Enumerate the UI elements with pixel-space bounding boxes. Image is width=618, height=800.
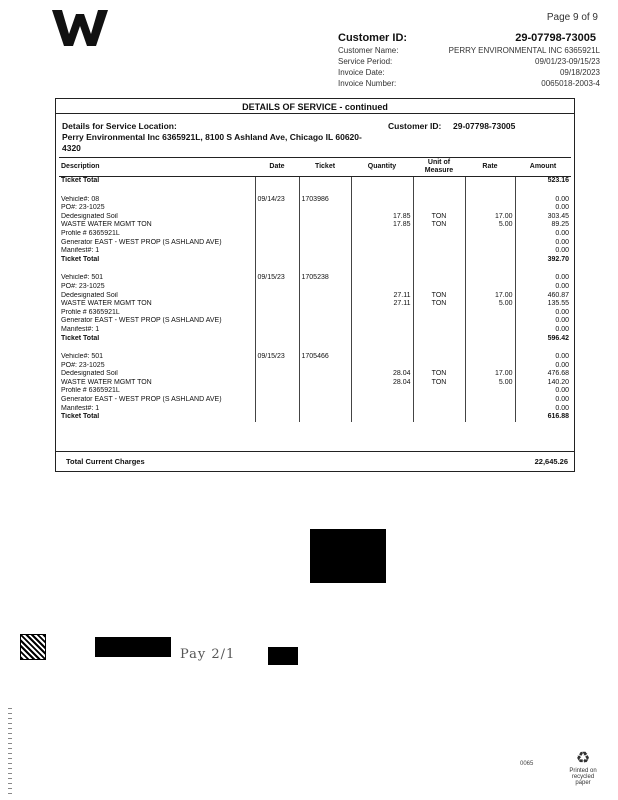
cell-description: Vehicle#: 501 [61, 274, 104, 282]
cell-rate [465, 326, 515, 335]
cell-description: PO#: 23-1025 [61, 361, 105, 369]
cell-date [255, 413, 299, 422]
customer-id-value: 29-07798-73005 [515, 32, 596, 44]
table-row [59, 213, 571, 222]
table-row [59, 221, 571, 230]
cell-description: Dedesignated Soil [61, 212, 118, 220]
cell-description: Profile # 6365921L [61, 229, 120, 237]
cell-amount: 596.42 [515, 335, 571, 344]
details-of-service-box [55, 98, 575, 472]
cell-unit [413, 387, 465, 396]
table-row [59, 300, 571, 309]
cell-date [255, 256, 299, 265]
cell-quantity [351, 256, 413, 265]
cell-quantity [351, 317, 413, 326]
cell-quantity [351, 353, 413, 362]
cell-description: Dedesignated Soil [61, 291, 118, 299]
meta-label: Service Period: [338, 57, 393, 66]
cell-rate [465, 177, 515, 186]
section-title: DETAILS OF SERVICE - continued [242, 102, 388, 112]
cell-description: Manifest#: 1 [61, 325, 100, 333]
cell-amount: 0.00 [515, 239, 571, 248]
qr-code [20, 634, 46, 660]
cell-rate: 17.00 [465, 213, 515, 222]
meta-label: Customer Name: [338, 46, 399, 55]
cell-amount: 0.00 [515, 396, 571, 405]
cell-amount: 616.88 [515, 413, 571, 422]
cell-unit [413, 362, 465, 371]
table-row [59, 379, 571, 388]
cell-amount: 0.00 [515, 309, 571, 318]
cell-description [59, 343, 255, 353]
cell-rate [465, 413, 515, 422]
cell-ticket [299, 230, 351, 239]
table-row [59, 274, 571, 283]
cell-unit [413, 396, 465, 405]
meta-value: 09/18/2023 [559, 68, 600, 77]
cell-ticket [299, 177, 351, 186]
cell-amount: 303.45 [515, 213, 571, 222]
recycle-icon: ♻ [575, 750, 591, 767]
cell-description: Profile # 6365921L [61, 387, 120, 395]
total-charges-value: 22,645.26 [534, 457, 568, 466]
cell-unit [413, 405, 465, 414]
cell-rate [465, 204, 515, 213]
service-lines-table [59, 157, 571, 422]
cell-date: 09/14/23 [255, 196, 299, 205]
cell-rate [465, 274, 515, 283]
service-location-label: Details for Service Location: [62, 121, 177, 131]
cell-amount: 0.00 [515, 230, 571, 239]
cell-unit [413, 343, 465, 353]
cell-unit [413, 413, 465, 422]
redaction-block [310, 529, 386, 583]
handwritten-note: Pay 2/1 [180, 647, 236, 662]
cell-rate [465, 343, 515, 353]
cell-unit [413, 239, 465, 248]
cell-ticket: 1705466 [299, 353, 351, 362]
cell-quantity [351, 204, 413, 213]
cell-unit: TON [413, 221, 465, 230]
table-row [59, 370, 571, 379]
cell-unit [413, 186, 465, 196]
cell-unit [413, 204, 465, 213]
redaction-block [95, 637, 171, 657]
cell-description [59, 186, 255, 196]
table-row [59, 247, 571, 256]
cell-unit: TON [413, 379, 465, 388]
customer-id-label: Customer ID: [338, 32, 408, 44]
cell-description: Manifest#: 1 [61, 404, 100, 412]
cell-amount: 523.16 [515, 177, 571, 186]
cell-quantity [351, 343, 413, 353]
cell-ticket [299, 405, 351, 414]
cell-quantity: 17.85 [351, 213, 413, 222]
stamp-code: 0065 [520, 761, 534, 767]
cell-quantity: 27.11 [351, 292, 413, 301]
cell-rate [465, 196, 515, 205]
cell-ticket [299, 264, 351, 274]
ticket-total-row [59, 335, 571, 344]
table-row [59, 292, 571, 301]
cell-date [255, 396, 299, 405]
cell-unit [413, 256, 465, 265]
company-logo [52, 10, 116, 46]
cell-unit: TON [413, 370, 465, 379]
total-charges-label: Total Current Charges [66, 457, 145, 466]
ticket-total-row [59, 177, 571, 186]
cell-rate: 17.00 [465, 292, 515, 301]
cell-date [255, 221, 299, 230]
cell-rate [465, 405, 515, 414]
cell-ticket [299, 300, 351, 309]
cell-description: WASTE WATER MGMT TON [61, 300, 152, 308]
meta-label: Invoice Date: [338, 68, 385, 77]
cell-unit [413, 196, 465, 205]
cell-ticket [299, 247, 351, 256]
cell-quantity [351, 405, 413, 414]
cell-date [255, 186, 299, 196]
table-row [59, 230, 571, 239]
redaction-block [268, 647, 298, 665]
cell-ticket [299, 370, 351, 379]
cell-quantity [351, 177, 413, 186]
cell-description: Profile # 6365921L [61, 308, 120, 316]
cell-rate: 5.00 [465, 300, 515, 309]
cell-date: 09/15/23 [255, 353, 299, 362]
cell-quantity: 28.04 [351, 370, 413, 379]
cell-ticket [299, 213, 351, 222]
table-row [59, 387, 571, 396]
cell-amount: 0.00 [515, 387, 571, 396]
table-row [59, 317, 571, 326]
cell-quantity [351, 230, 413, 239]
cell-quantity: 28.04 [351, 379, 413, 388]
cell-date [255, 309, 299, 318]
table-row [59, 283, 571, 292]
cell-description: Dedesignated Soil [61, 370, 118, 378]
cell-amount: 0.00 [515, 196, 571, 205]
cell-ticket [299, 362, 351, 371]
cell-amount [515, 343, 571, 353]
cell-ticket [299, 186, 351, 196]
cell-rate [465, 264, 515, 274]
cell-date [255, 379, 299, 388]
table-row [59, 343, 571, 353]
cell-description: WASTE WATER MGMT TON [61, 378, 152, 386]
cell-description: PO#: 23-1025 [61, 282, 105, 290]
cell-ticket [299, 379, 351, 388]
cell-unit: TON [413, 300, 465, 309]
cell-date [255, 387, 299, 396]
cell-date [255, 317, 299, 326]
cell-amount: 0.00 [515, 283, 571, 292]
cell-rate [465, 230, 515, 239]
cell-date [255, 264, 299, 274]
cell-unit [413, 353, 465, 362]
cell-ticket [299, 413, 351, 422]
cell-rate [465, 335, 515, 344]
cell-description: Ticket Total [61, 334, 100, 342]
cell-ticket [299, 317, 351, 326]
cell-description: Ticket Total [61, 413, 100, 421]
meta-label: Invoice Number: [338, 79, 397, 88]
cell-rate: 5.00 [465, 379, 515, 388]
table-row [59, 353, 571, 362]
table-row [59, 309, 571, 318]
cell-quantity [351, 264, 413, 274]
cell-quantity [351, 387, 413, 396]
table-row [59, 405, 571, 414]
cell-description: Manifest#: 1 [61, 247, 100, 255]
invoice-meta [338, 45, 600, 89]
meta-value: 09/01/23-09/15/23 [535, 57, 600, 66]
table-row [59, 396, 571, 405]
cell-ticket: 1703986 [299, 196, 351, 205]
cell-date [255, 247, 299, 256]
cell-date [255, 292, 299, 301]
cell-ticket [299, 256, 351, 265]
cell-description: Generator EAST - WEST PROP (S ASHLAND AVE) [61, 317, 222, 325]
column-header: Rate [465, 158, 515, 177]
cell-quantity [351, 326, 413, 335]
cell-unit: TON [413, 213, 465, 222]
cell-description: PO#: 23-1025 [61, 204, 105, 212]
cell-amount: 0.00 [515, 247, 571, 256]
cell-rate [465, 283, 515, 292]
cell-date [255, 335, 299, 344]
cell-amount [515, 264, 571, 274]
cell-unit: TON [413, 292, 465, 301]
cell-ticket [299, 204, 351, 213]
cell-unit [413, 309, 465, 318]
cell-rate [465, 239, 515, 248]
cell-amount: 0.00 [515, 274, 571, 283]
cell-quantity [351, 283, 413, 292]
cell-date [255, 326, 299, 335]
cell-description: Ticket Total [61, 255, 100, 263]
cell-amount: 135.55 [515, 300, 571, 309]
cell-date [255, 370, 299, 379]
cell-ticket [299, 283, 351, 292]
cell-unit [413, 283, 465, 292]
cell-amount: 140.20 [515, 379, 571, 388]
cell-amount: 0.00 [515, 362, 571, 371]
cell-date [255, 362, 299, 371]
cell-quantity [351, 186, 413, 196]
cell-quantity [351, 309, 413, 318]
cell-amount: 0.00 [515, 326, 571, 335]
column-header: Date [255, 158, 299, 177]
meta-row [338, 78, 600, 89]
cell-ticket [299, 309, 351, 318]
column-header: Quantity [351, 158, 413, 177]
cell-date [255, 405, 299, 414]
cell-rate [465, 396, 515, 405]
cell-description [59, 264, 255, 274]
cell-unit [413, 177, 465, 186]
cell-quantity [351, 335, 413, 344]
table-row [59, 204, 571, 213]
cell-description: WASTE WATER MGMT TON [61, 221, 152, 229]
cell-amount: 0.00 [515, 353, 571, 362]
cell-description: Ticket Total [61, 177, 100, 184]
cell-amount: 0.00 [515, 317, 571, 326]
cell-rate [465, 309, 515, 318]
cell-amount: 476.68 [515, 370, 571, 379]
cell-quantity [351, 239, 413, 248]
divider [56, 113, 574, 114]
cell-unit [413, 317, 465, 326]
ticket-total-row [59, 413, 571, 422]
cell-rate [465, 353, 515, 362]
table-row [59, 196, 571, 205]
table-body [59, 177, 571, 422]
cell-ticket [299, 343, 351, 353]
cell-unit [413, 335, 465, 344]
column-header: Amount [515, 158, 571, 177]
cell-rate [465, 256, 515, 265]
cell-amount: 0.00 [515, 204, 571, 213]
table-row [59, 326, 571, 335]
cell-rate [465, 317, 515, 326]
cell-date [255, 177, 299, 186]
cell-date [255, 230, 299, 239]
service-customer-id-label: Customer ID: [388, 121, 442, 131]
cell-description: Vehicle#: 08 [61, 195, 100, 203]
cell-unit [413, 230, 465, 239]
meta-row [338, 56, 600, 67]
page-number: Page 9 of 9 [546, 12, 598, 23]
cell-rate [465, 362, 515, 371]
recycle-note: Printed on recycled paper [569, 768, 597, 786]
meta-value: 0065018-2003-4 [541, 79, 600, 88]
cell-unit [413, 247, 465, 256]
cell-date [255, 283, 299, 292]
service-location-address: Perry Environmental Inc 6365921L, 8100 S Ashland Ave, Chicago IL 60620-4320 [62, 132, 362, 153]
table-header-row [59, 158, 571, 177]
ticket-total-row [59, 256, 571, 265]
cell-ticket [299, 387, 351, 396]
cell-ticket: 1705238 [299, 274, 351, 283]
cell-unit [413, 326, 465, 335]
column-header: Unit of Measure [413, 158, 465, 177]
recycle-mark [568, 750, 598, 786]
cell-quantity [351, 196, 413, 205]
column-header: Description [59, 158, 255, 177]
meta-row [338, 45, 600, 56]
cell-quantity [351, 362, 413, 371]
divider [56, 451, 574, 452]
cell-amount: 460.87 [515, 292, 571, 301]
cell-ticket [299, 326, 351, 335]
table-row [59, 239, 571, 248]
cell-ticket [299, 396, 351, 405]
cell-amount: 0.00 [515, 405, 571, 414]
cell-amount: 392.70 [515, 256, 571, 265]
cell-date [255, 343, 299, 353]
cell-date [255, 204, 299, 213]
cell-amount: 89.25 [515, 221, 571, 230]
scan-edge-marks [8, 708, 12, 798]
cell-rate: 5.00 [465, 221, 515, 230]
service-customer-id-value: 29-07798-73005 [453, 121, 516, 131]
meta-value: PERRY ENVIRONMENTAL INC 6365921L [448, 46, 600, 55]
cell-quantity: 27.11 [351, 300, 413, 309]
cell-description: Generator EAST - WEST PROP (S ASHLAND AVE) [61, 238, 222, 246]
cell-unit [413, 274, 465, 283]
cell-rate: 17.00 [465, 370, 515, 379]
cell-ticket [299, 335, 351, 344]
cell-quantity: 17.85 [351, 221, 413, 230]
cell-ticket [299, 221, 351, 230]
cell-date [255, 239, 299, 248]
cell-description: Generator EAST - WEST PROP (S ASHLAND AVE) [61, 396, 222, 404]
cell-quantity [351, 413, 413, 422]
cell-ticket [299, 292, 351, 301]
cell-date [255, 300, 299, 309]
table-row [59, 264, 571, 274]
cell-date: 09/15/23 [255, 274, 299, 283]
cell-description: Vehicle#: 501 [61, 353, 104, 361]
column-header: Ticket [299, 158, 351, 177]
cell-quantity [351, 247, 413, 256]
cell-date [255, 213, 299, 222]
cell-quantity [351, 274, 413, 283]
cell-amount [515, 186, 571, 196]
cell-ticket [299, 239, 351, 248]
meta-row [338, 67, 600, 78]
cell-rate [465, 186, 515, 196]
cell-quantity [351, 396, 413, 405]
cell-rate [465, 387, 515, 396]
table-row [59, 186, 571, 196]
table-row [59, 362, 571, 371]
cell-rate [465, 247, 515, 256]
cell-unit [413, 264, 465, 274]
